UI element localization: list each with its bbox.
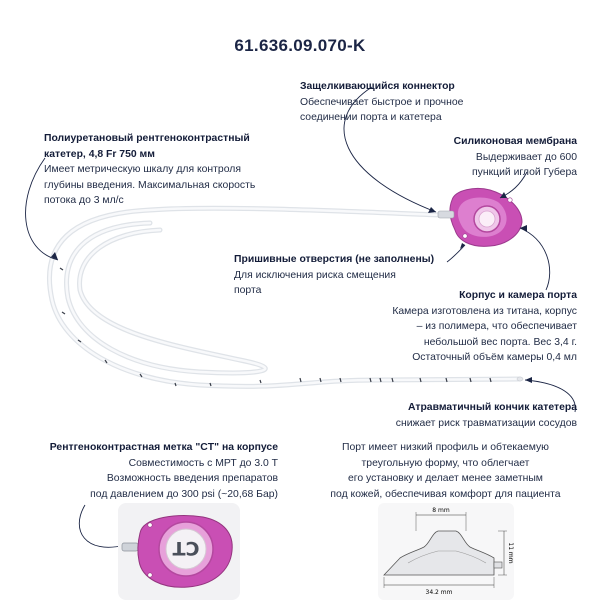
dimension-bottom: 34.2 mm xyxy=(425,589,453,596)
profile-block xyxy=(303,440,588,502)
tip-heading: Атравматичный кончик катетера xyxy=(408,402,577,413)
tip-block xyxy=(370,400,577,431)
ct-mark-block xyxy=(20,440,278,502)
profile-text: Порт имеет низкий профиль и обтекаемую треугольную форму, что облегчает его установку и делает менее заметным под кожей, обеспечивая комфорт для пациента xyxy=(330,442,561,500)
catheter-tip xyxy=(517,377,523,381)
ct-mark-text: Совместимость с МРТ до 3.0 Т Возможность введения препаратов под давлением до 300 psi (~20,68 Бар) xyxy=(90,457,278,500)
product-code: 61.636.09.070-K xyxy=(234,36,366,55)
port-body-text: Камера изготовлена из титана, корпус – из полимера, что обеспечивает небольшой вес порта. Вес 3,4 г. Остаточный объём камеры 0,4 мл xyxy=(392,305,577,363)
port-illustration xyxy=(438,188,522,246)
ct-mark-heading: Рентгеноконтрастная метка "CT" на корпусе xyxy=(49,442,278,453)
catheter-text: Имеет метрическую шкалу для контроля глубины введения. Максимальная скорость потока до 3 мл/с xyxy=(44,164,256,206)
suture-holes-text: Для исключения риска смещения порта xyxy=(234,269,396,296)
tip-text: снижает риск травматизации сосудов xyxy=(395,417,577,429)
catheter-block xyxy=(44,131,289,209)
port-photo-drawing xyxy=(118,503,240,600)
profile-drawing-svg xyxy=(378,503,514,600)
profile-drawing xyxy=(378,503,514,600)
port-body-block xyxy=(360,288,577,366)
port-body-heading: Корпус и камера порта xyxy=(459,290,577,301)
connector-text: Обеспечивает быстрое и прочное соединении порта и катетера xyxy=(300,96,464,123)
suture-holes-heading: Пришивные отверстия (не заполнены) xyxy=(234,254,435,265)
connector-block xyxy=(300,79,580,126)
dimension-top: 8 mm xyxy=(432,507,450,514)
membrane-block xyxy=(400,134,577,181)
port-photo xyxy=(118,503,240,600)
catheter-heading: Полиуретановый рентгеноконтрастный катетер, 4,8 Fr 750 мм xyxy=(44,133,250,160)
dimension-height: 11 mm xyxy=(507,542,514,564)
membrane-text: Выдерживает до 600 пункций иглой Губера xyxy=(472,151,577,178)
ct-mark-label: CT xyxy=(172,537,200,559)
connector-heading: Защелкивающийся коннектор xyxy=(300,81,455,92)
membrane-heading: Силиконовая мембрана xyxy=(453,136,577,147)
